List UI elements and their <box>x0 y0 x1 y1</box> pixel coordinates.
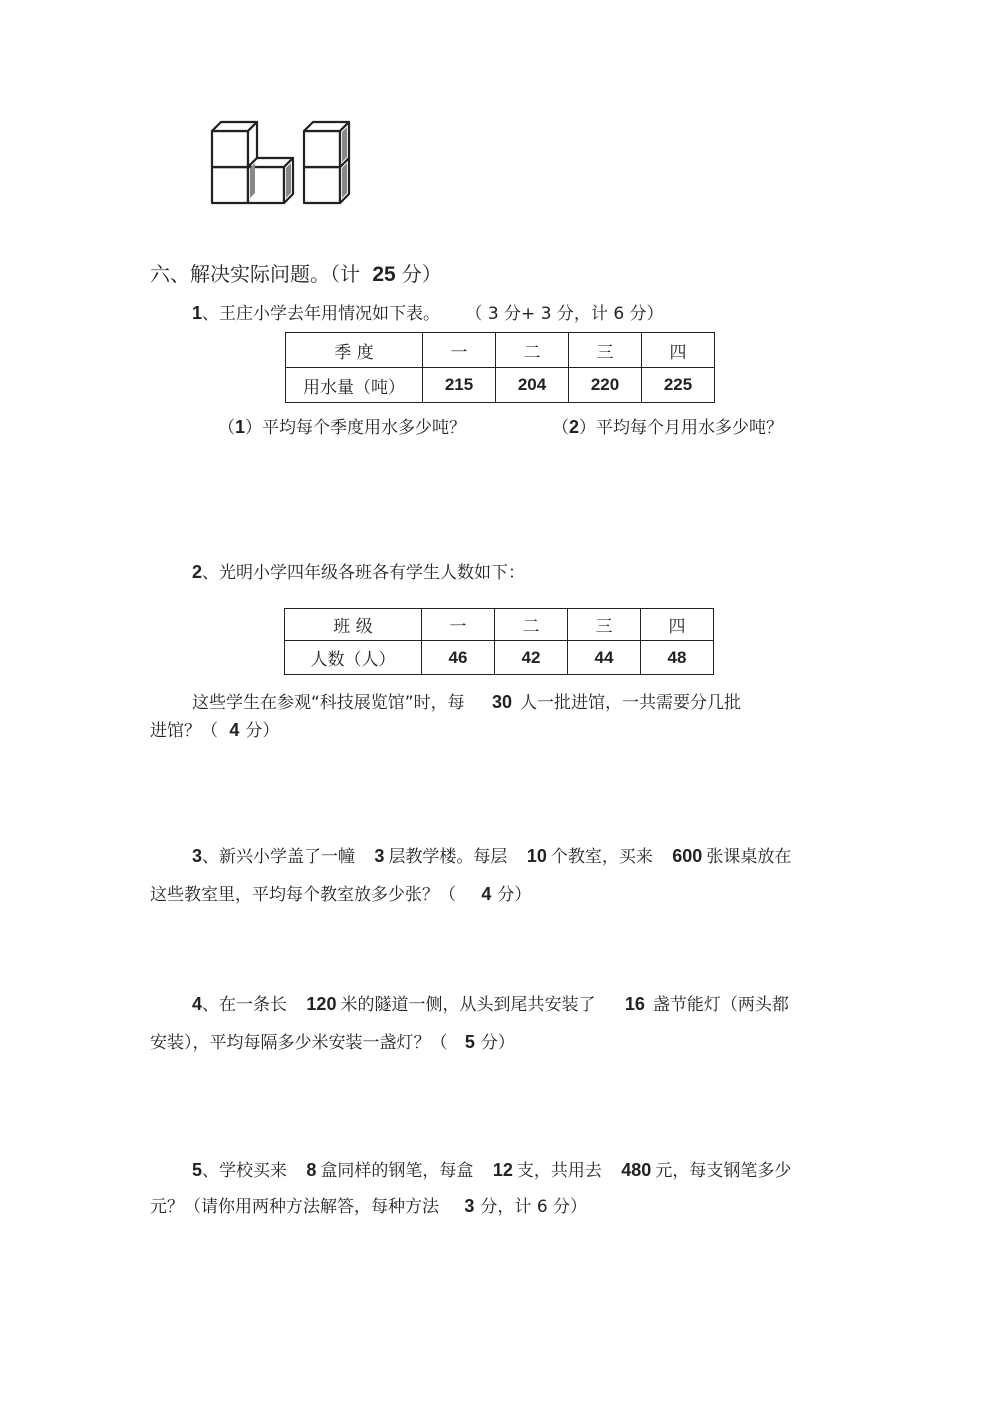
q5-line2: 元？（请你用两种方法解答，每种方法 3 分，计 6 分） <box>150 1196 588 1217</box>
question-3: 3、新兴小学盖了一幢 3 层教学楼。每层 10 个教室，买来 600 张课桌放在 <box>192 846 792 867</box>
question-4: 4、在一条长 120 米的隧道一侧，从头到尾共安装了 16 盏节能灯（两头都 <box>192 994 789 1015</box>
q1-sub1: （1）平均每个季度用水多少吨？ <box>218 417 467 438</box>
q2-line1: 这些学生在参观“科技展览馆”时，每 30 人一批进馆，一共需要分几批 <box>192 692 742 713</box>
q4-line2: 安装），平均每隔多少米安装一盏灯？（ 5 分） <box>150 1032 515 1053</box>
question-1: 1、王庄小学去年用情况如下表。 （ 3 分+ 3 分，计 6 分） <box>192 303 664 324</box>
table-row-label: 人数（人） <box>285 641 422 675</box>
q2-line2: 进馆？（ 4 分） <box>150 720 280 741</box>
table-header-label: 季 度 <box>286 333 423 368</box>
q1-sub2: （2）平均每个月用水多少吨？ <box>552 417 784 438</box>
table-row-label: 用水量（吨） <box>286 368 423 403</box>
table-header-label: 班 级 <box>285 609 422 641</box>
cube-figure <box>0 0 1000 230</box>
water-usage-table: 季 度 一 二 三 四 用水量（吨） 215 204 220 225 <box>285 332 715 403</box>
q3-line2: 这些教室里，平均每个教室放多少张？（ 4 分） <box>150 884 532 905</box>
question-5: 5、学校买来 8 盒同样的钢笔，每盒 12 支，共用去 480 元，每支钢笔多少 <box>192 1160 792 1181</box>
question-2: 2、光明小学四年级各班各有学生人数如下： <box>192 562 526 583</box>
cube-left-top <box>212 122 257 167</box>
class-students-table: 班 级 一 二 三 四 人数（人） 46 42 44 48 <box>284 608 714 675</box>
section-title: 六、解决实际问题。（计 25 分） <box>150 262 442 286</box>
